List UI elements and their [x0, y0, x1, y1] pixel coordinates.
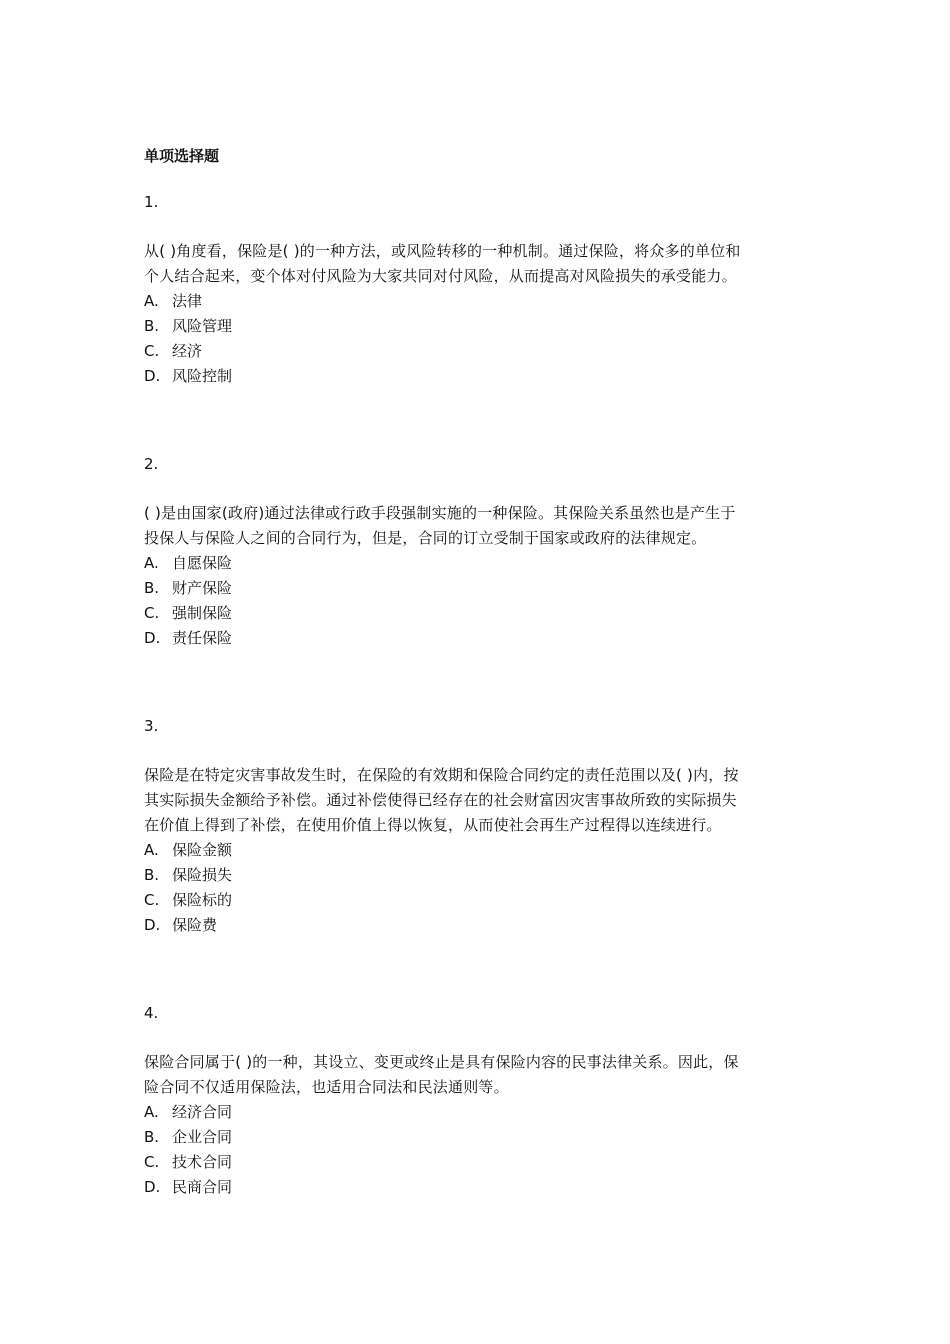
option-text: 技术合同	[172, 1153, 233, 1171]
option-list	[144, 838, 814, 938]
option-d[interactable]	[144, 364, 814, 389]
option-a[interactable]	[144, 838, 814, 863]
question-2	[144, 453, 814, 651]
option-letter: A.	[144, 841, 159, 859]
option-text: 保险损失	[172, 866, 233, 884]
option-a[interactable]	[144, 1100, 814, 1125]
question-stem	[144, 239, 806, 289]
option-letter: A.	[144, 554, 159, 572]
option-c[interactable]	[144, 1150, 814, 1175]
option-letter: B.	[144, 866, 160, 884]
option-list	[144, 289, 814, 389]
option-c[interactable]	[144, 601, 814, 626]
stem-line: 险合同不仅适用保险法，也适用合同法和民法通则等。	[144, 1078, 509, 1096]
option-a[interactable]	[144, 289, 814, 314]
option-letter: A.	[144, 1103, 159, 1121]
option-letter: C.	[144, 1153, 160, 1171]
option-b[interactable]	[144, 576, 814, 601]
option-text: 保险费	[172, 916, 218, 934]
stem-line: 从( )角度看，保险是( )的一种方法，或风险转移的一种机制。通过保险，将众多的单位和	[144, 242, 741, 260]
stem-line: 投保人与保险人之间的合同行为，但是，合同的订立受制于国家或政府的法律规定。	[144, 529, 707, 547]
option-text: 自愿保险	[172, 554, 233, 572]
question-3	[144, 715, 814, 938]
option-b[interactable]	[144, 1125, 814, 1150]
stem-line: 个人结合起来，变个体对付风险为大家共同对付风险，从而提高对风险损失的承受能力。	[144, 267, 737, 285]
question-stem	[144, 501, 806, 551]
option-d[interactable]	[144, 1175, 814, 1200]
option-text: 风险管理	[172, 317, 233, 335]
option-text: 财产保险	[172, 579, 233, 597]
option-text: 经济合同	[172, 1103, 233, 1121]
option-b[interactable]	[144, 863, 814, 888]
option-c[interactable]	[144, 888, 814, 913]
question-number: 2.	[144, 455, 159, 473]
question-number: 4.	[144, 1004, 159, 1022]
question-4	[144, 1002, 814, 1200]
option-letter: D.	[144, 629, 161, 647]
question-1	[144, 191, 814, 389]
section-title: 单项选择题	[144, 147, 220, 165]
option-letter: C.	[144, 342, 160, 360]
option-c[interactable]	[144, 339, 814, 364]
question-stem	[144, 1050, 806, 1100]
option-letter: A.	[144, 292, 159, 310]
option-letter: D.	[144, 1178, 161, 1196]
option-letter: B.	[144, 317, 160, 335]
option-text: 保险金额	[172, 841, 233, 859]
option-text: 企业合同	[172, 1128, 233, 1146]
question-number: 3.	[144, 717, 159, 735]
question-stem	[144, 763, 806, 838]
option-a[interactable]	[144, 551, 814, 576]
option-text: 强制保险	[172, 604, 233, 622]
option-text: 风险控制	[172, 367, 233, 385]
stem-line: ( )是由国家(政府)通过法律或行政手段强制实施的一种保险。其保险关系虽然也是产生于	[144, 504, 736, 522]
option-d[interactable]	[144, 626, 814, 651]
stem-line: 其实际损失金额给予补偿。通过补偿使得已经存在的社会财富因灾害事故所致的实际损失	[144, 791, 737, 809]
option-text: 责任保险	[172, 629, 233, 647]
option-letter: D.	[144, 367, 161, 385]
option-text: 保险标的	[172, 891, 233, 909]
question-number: 1.	[144, 193, 159, 211]
stem-line: 在价值上得到了补偿，在使用价值上得以恢复，从而使社会再生产过程得以连续进行。	[144, 816, 722, 834]
option-text: 民商合同	[172, 1178, 233, 1196]
stem-line: 保险合同属于( )的一种，其设立、变更或终止是具有保险内容的民事法律关系。因此，保	[144, 1053, 739, 1071]
option-letter: C.	[144, 604, 160, 622]
option-text: 法律	[172, 292, 203, 310]
option-letter: C.	[144, 891, 160, 909]
option-list	[144, 551, 814, 651]
option-d[interactable]	[144, 913, 814, 938]
stem-line: 保险是在特定灾害事故发生时，在保险的有效期和保险合同约定的责任范围以及( )内，按	[144, 766, 739, 784]
option-letter: D.	[144, 916, 161, 934]
option-letter: B.	[144, 1128, 160, 1146]
option-text: 经济	[172, 342, 203, 360]
option-letter: B.	[144, 579, 160, 597]
option-list	[144, 1100, 814, 1200]
option-b[interactable]	[144, 314, 814, 339]
